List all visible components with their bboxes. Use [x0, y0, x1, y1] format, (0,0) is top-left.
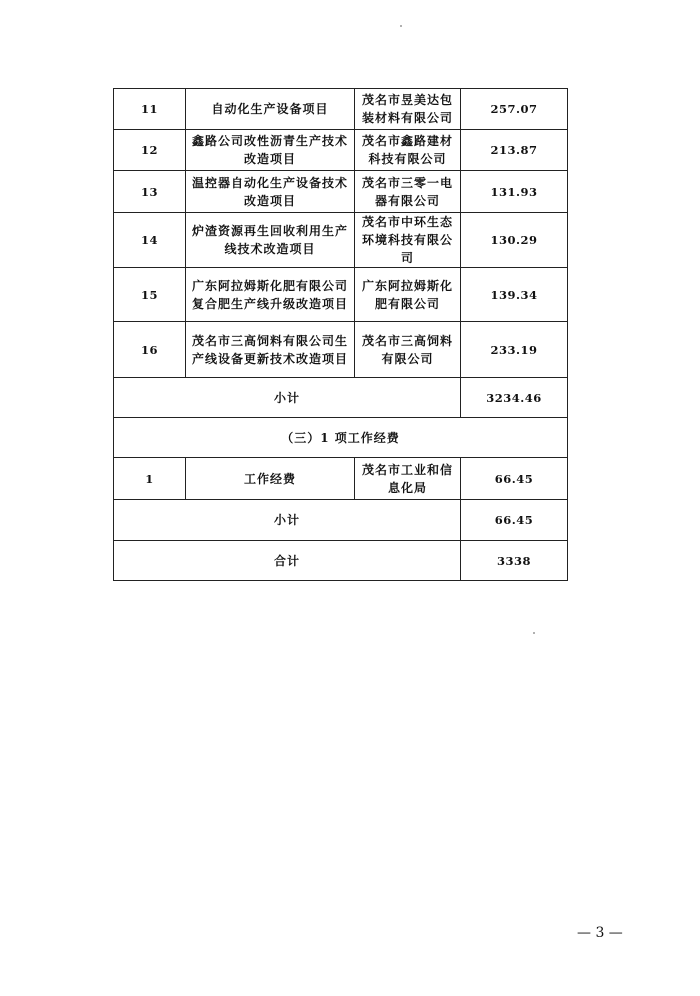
amount: 257.07: [461, 89, 568, 130]
amount: 139.34: [461, 268, 568, 322]
amount: 233.19: [461, 322, 568, 378]
row-number: 16: [114, 322, 186, 378]
section-title: （三）1 项工作经费: [114, 418, 568, 458]
project-name: 自动化生产设备项目: [186, 89, 355, 130]
project-name: 鑫路公司改性沥青生产技术 改造项目: [186, 130, 355, 171]
company-name: 茂名市中环生态 环境科技有限公 司: [355, 213, 461, 268]
scan-speck: [533, 632, 535, 634]
table-row: [114, 130, 568, 171]
row-number: 13: [114, 171, 186, 213]
row-number: 1: [114, 458, 186, 500]
subtotal-row: [114, 378, 568, 418]
table-row: [114, 89, 568, 130]
project-name: 工作经费: [186, 458, 355, 500]
row-number: 15: [114, 268, 186, 322]
amount: 131.93: [461, 171, 568, 213]
table-row: [114, 322, 568, 378]
amount: 130.29: [461, 213, 568, 268]
section-header-row: [114, 418, 568, 458]
total-label: 合计: [114, 541, 461, 581]
amount: 66.45: [461, 458, 568, 500]
company-name: 茂名市鑫路建材 科技有限公司: [355, 130, 461, 171]
scan-speck: [400, 25, 402, 27]
funding-table: [113, 88, 568, 581]
row-number: 12: [114, 130, 186, 171]
total-amount: 3338: [461, 541, 568, 581]
total-row: [114, 541, 568, 581]
company-name: 广东阿拉姆斯化 肥有限公司: [355, 268, 461, 322]
company-name: 茂名市昱美达包 装材料有限公司: [355, 89, 461, 130]
row-number: 11: [114, 89, 186, 130]
company-name: 茂名市三零一电 器有限公司: [355, 171, 461, 213]
row-number: 14: [114, 213, 186, 268]
project-name: 茂名市三高饲料有限公司生 产线设备更新技术改造项目: [186, 322, 355, 378]
subtotal-amount: 66.45: [461, 500, 568, 541]
subtotal-row: [114, 500, 568, 541]
table-row: [114, 268, 568, 322]
subtotal-amount: 3234.46: [461, 378, 568, 418]
table-row: [114, 171, 568, 213]
subtotal-label: 小计: [114, 378, 461, 418]
project-name: 广东阿拉姆斯化肥有限公司 复合肥生产线升级改造项目: [186, 268, 355, 322]
amount: 213.87: [461, 130, 568, 171]
table-row: [114, 458, 568, 500]
project-name: 温控器自动化生产设备技术 改造项目: [186, 171, 355, 213]
company-name: 茂名市三高饲料 有限公司: [355, 322, 461, 378]
project-name: 炉渣资源再生回收利用生产 线技术改造项目: [186, 213, 355, 268]
page-number: — 3 —: [577, 925, 623, 941]
subtotal-label: 小计: [114, 500, 461, 541]
table-row: [114, 213, 568, 268]
company-name: 茂名市工业和信 息化局: [355, 458, 461, 500]
